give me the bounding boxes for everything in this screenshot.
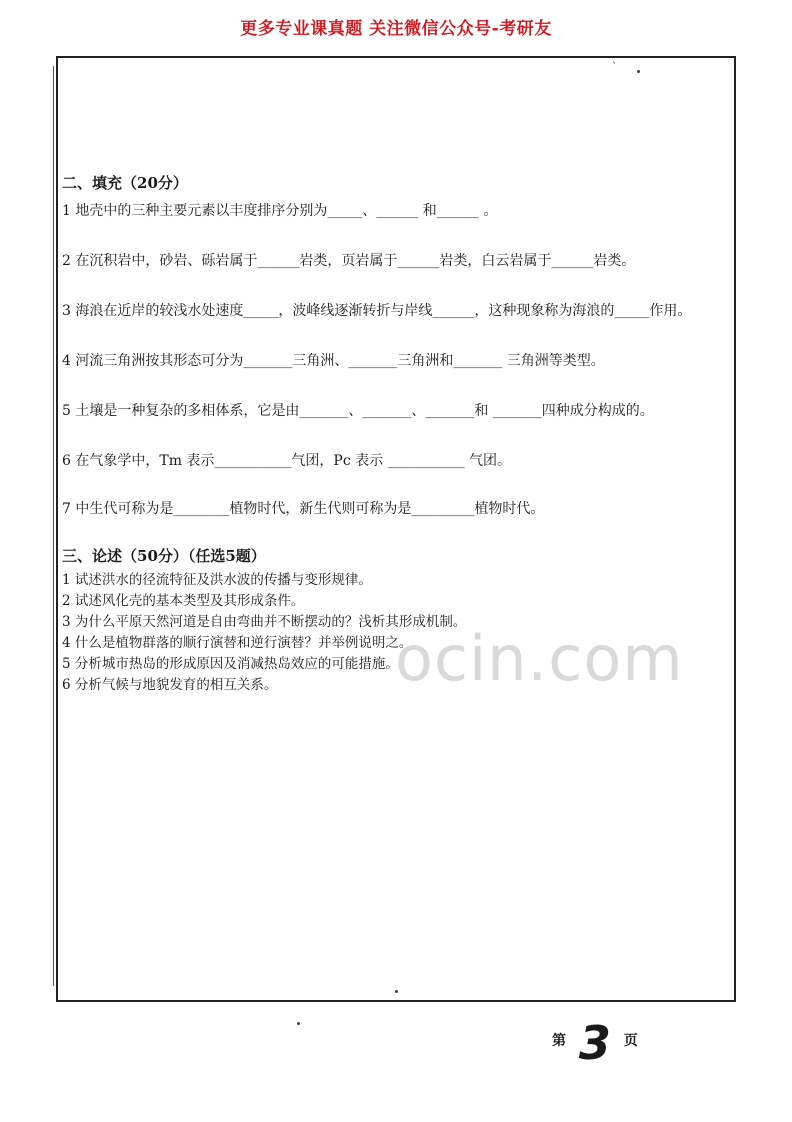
fill-question-2: 2 在沉积岩中，砂岩、砾岩属于______岩类，页岩属于______岩类，白云岩属于______岩类。 bbox=[62, 253, 636, 269]
essay-question-5: 5 分析城市热岛的形成原因及消减热岛效应的可能措施。 bbox=[62, 656, 399, 672]
scan-mark: ˋ bbox=[612, 62, 617, 73]
fill-question-3: 3 海浪在近岸的较浅水处速度_____，波峰线逐渐转折与岸线______，这种现象称为海浪的_____作用。 bbox=[62, 303, 692, 319]
fill-question-5: 5 土壤是一种复杂的多相体系，它是由_______、_______、_______和 _______四种成分构成的。 bbox=[62, 403, 654, 419]
scan-speck bbox=[297, 1022, 300, 1025]
section-fill-title: 二、填充（20分） bbox=[62, 174, 188, 192]
scan-speck bbox=[395, 990, 398, 993]
essay-question-4: 4 什么是植物群落的顺行演替和逆行演替？并举例说明之。 bbox=[62, 635, 413, 651]
essay-question-2: 2 试述风化壳的基本类型及其形成条件。 bbox=[62, 593, 305, 609]
essay-question-3: 3 为什么平原天然河道是自由弯曲并不断摆动的？浅析其形成机制。 bbox=[62, 614, 467, 630]
watermark: ocin.com bbox=[395, 622, 684, 695]
promo-banner: 更多专业课真题 关注微信公众号-考研友 bbox=[240, 19, 552, 39]
footer-suffix: 页 bbox=[623, 1033, 638, 1049]
fill-question-4: 4 河流三角洲按其形态可分为_______三角洲、_______三角洲和_______ 三角洲等类型。 bbox=[62, 353, 605, 369]
page-number: 3 bbox=[578, 1016, 611, 1070]
section-essay-title: 三、论述（50分）（任选5题） bbox=[62, 547, 266, 565]
exam-content bbox=[62, 172, 730, 696]
footer-prefix: 第 bbox=[552, 1033, 566, 1049]
essay-question-6: 6 分析气候与地貌发育的相互关系。 bbox=[62, 677, 278, 693]
fill-question-7: 7 中生代可称为是________植物时代，新生代则可称为是_________植物时代。 bbox=[62, 501, 545, 517]
essay-question-1: 1 试述洪水的径流特征及洪水波的传播与变形规律。 bbox=[62, 572, 372, 588]
fill-question-6: 6 在气象学中，Tm 表示___________气团，Pc 表示 ___________ 气团。 bbox=[62, 453, 512, 469]
page-footer bbox=[552, 1016, 638, 1070]
scan-speck bbox=[637, 70, 640, 73]
fill-question-1: 1 地壳中的三种主要元素以丰度排序分别为_____、______ 和______ 。 bbox=[62, 203, 498, 219]
